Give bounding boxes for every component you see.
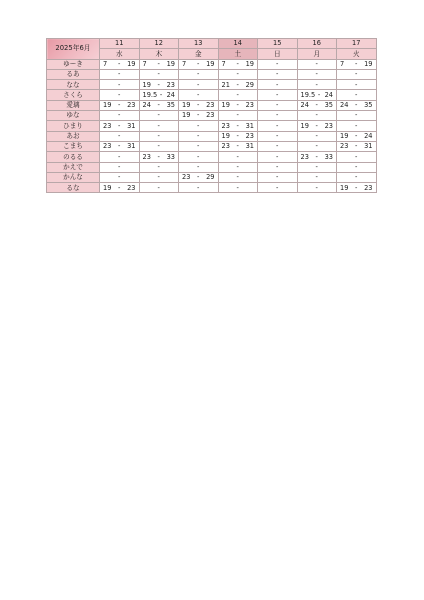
shift-end: 23 [127, 101, 136, 110]
shift-separator: - [315, 101, 318, 110]
shift-separator: - [118, 142, 121, 151]
table-row [47, 80, 377, 90]
shift-cell [337, 162, 377, 172]
shift-start: 23 [300, 152, 309, 161]
shift-cell [139, 69, 179, 79]
no-shift: - [157, 183, 160, 192]
no-shift: - [118, 173, 121, 182]
no-shift: - [315, 111, 318, 120]
shift-cell [337, 90, 377, 100]
staff-name: ゆーき [47, 59, 100, 69]
staff-name: こまち [47, 141, 100, 151]
no-shift: - [197, 162, 200, 171]
staff-name: るあ [47, 69, 100, 79]
shift-separator: - [236, 132, 239, 141]
no-shift: - [118, 70, 121, 79]
shift-cell [179, 152, 219, 162]
shift-separator: - [118, 183, 121, 192]
shift-cell [100, 59, 140, 69]
no-shift: - [197, 152, 200, 161]
no-shift: - [236, 183, 239, 192]
shift-cell [100, 162, 140, 172]
shift-start: 19 [103, 183, 112, 192]
shift-cell [100, 172, 140, 182]
no-shift: - [276, 101, 279, 110]
shift-start: 19 [103, 101, 112, 110]
no-shift: - [197, 80, 200, 89]
date-header: 13 [179, 39, 219, 49]
shift-start: 19 [142, 80, 151, 89]
shift-cell [258, 80, 298, 90]
shift-cell [258, 152, 298, 162]
weekday-header: 日 [258, 49, 298, 59]
shift-separator: - [317, 90, 321, 99]
no-shift: - [118, 80, 121, 89]
shift-cell [139, 59, 179, 69]
shift-separator: - [197, 173, 200, 182]
shift-cell [139, 172, 179, 182]
shift-start: 19 [221, 132, 230, 141]
no-shift: - [315, 142, 318, 151]
shift-end: 24 [324, 90, 333, 99]
no-shift: - [355, 70, 358, 79]
table-row [47, 121, 377, 131]
shift-start: 19 [300, 121, 309, 130]
shift-end: 31 [364, 142, 373, 151]
no-shift: - [276, 59, 279, 68]
shift-separator: - [355, 101, 358, 110]
shift-start: 23 [221, 142, 230, 151]
no-shift: - [118, 90, 121, 99]
shift-start: 21 [221, 80, 230, 89]
shift-cell [337, 183, 377, 193]
shift-start: 24 [300, 101, 309, 110]
no-shift: - [276, 90, 279, 99]
shift-cell [100, 100, 140, 110]
no-shift: - [276, 80, 279, 89]
shift-separator: - [236, 101, 239, 110]
shift-cell [179, 69, 219, 79]
no-shift: - [197, 132, 200, 141]
staff-name: るな [47, 183, 100, 193]
shift-cell [337, 69, 377, 79]
shift-cell [297, 172, 337, 182]
weekday-header: 金 [179, 49, 219, 59]
no-shift: - [157, 142, 160, 151]
no-shift: - [118, 152, 121, 161]
no-shift: - [355, 111, 358, 120]
no-shift: - [355, 162, 358, 171]
shift-end: 31 [245, 142, 254, 151]
shift-end: 23 [245, 101, 254, 110]
shift-separator: - [118, 59, 121, 68]
shift-end: 35 [324, 101, 333, 110]
table-row [47, 141, 377, 151]
staff-name: ゆな [47, 111, 100, 121]
header-row-dates [47, 39, 377, 49]
weekday-header: 水 [100, 49, 140, 59]
shift-rows [47, 59, 377, 193]
shift-cell [100, 131, 140, 141]
shift-end: 29 [245, 80, 254, 89]
shift-end: 23 [206, 101, 215, 110]
shift-cell [218, 172, 258, 182]
shift-cell [139, 90, 179, 100]
shift-cell [179, 90, 219, 100]
shift-start: 19.5 [300, 90, 316, 99]
no-shift: - [315, 59, 318, 68]
no-shift: - [276, 173, 279, 182]
shift-start: 7 [103, 59, 108, 68]
shift-end: 23 [127, 183, 136, 192]
date-header: 15 [258, 39, 298, 49]
shift-end: 19 [166, 59, 175, 68]
shift-cell [258, 90, 298, 100]
shift-separator: - [315, 152, 318, 161]
table-row [47, 152, 377, 162]
shift-cell [337, 152, 377, 162]
shift-cell [258, 69, 298, 79]
weekday-header: 木 [139, 49, 179, 59]
shift-separator: - [355, 142, 358, 151]
no-shift: - [157, 162, 160, 171]
shift-end: 29 [206, 173, 215, 182]
no-shift: - [315, 173, 318, 182]
staff-name: なな [47, 80, 100, 90]
no-shift: - [197, 142, 200, 151]
shift-cell [179, 80, 219, 90]
shift-separator: - [197, 59, 200, 68]
shift-cell [258, 121, 298, 131]
shift-cell [218, 162, 258, 172]
shift-end: 35 [166, 101, 175, 110]
shift-cell [179, 100, 219, 110]
table-row [47, 59, 377, 69]
shift-start: 24 [142, 101, 151, 110]
no-shift: - [197, 121, 200, 130]
shift-end: 23 [245, 132, 254, 141]
shift-start: 23 [103, 142, 112, 151]
shift-cell [139, 183, 179, 193]
shift-cell [179, 162, 219, 172]
no-shift: - [276, 121, 279, 130]
shift-separator: - [236, 80, 239, 89]
shift-end: 23 [364, 183, 373, 192]
shift-cell [218, 69, 258, 79]
shift-separator: - [118, 101, 121, 110]
shift-start: 19 [182, 101, 191, 110]
table-row [47, 69, 377, 79]
no-shift: - [118, 162, 121, 171]
shift-cell [139, 152, 179, 162]
no-shift: - [236, 111, 239, 120]
no-shift: - [276, 152, 279, 161]
shift-cell [297, 131, 337, 141]
shift-cell [139, 100, 179, 110]
shift-start: 19 [340, 183, 349, 192]
shift-end: 19 [206, 59, 215, 68]
no-shift: - [236, 90, 239, 99]
staff-name: かんな [47, 172, 100, 182]
no-shift: - [355, 173, 358, 182]
no-shift: - [236, 70, 239, 79]
no-shift: - [315, 162, 318, 171]
shift-cell [179, 172, 219, 182]
date-header: 16 [297, 39, 337, 49]
shift-separator: - [159, 90, 163, 99]
no-shift: - [315, 80, 318, 89]
shift-end: 24 [364, 132, 373, 141]
shift-cell [218, 131, 258, 141]
table-row [47, 90, 377, 100]
shift-start: 7 [142, 59, 147, 68]
shift-start: 23 [103, 121, 112, 130]
shift-end: 33 [324, 152, 333, 161]
shift-start: 19.5 [142, 90, 158, 99]
shift-cell [218, 80, 258, 90]
shift-separator: - [236, 121, 239, 130]
weekday-header: 月 [297, 49, 337, 59]
no-shift: - [276, 70, 279, 79]
shift-cell [337, 172, 377, 182]
shift-cell [337, 80, 377, 90]
shift-separator: - [157, 59, 160, 68]
shift-cell [218, 100, 258, 110]
shift-end: 19 [245, 59, 254, 68]
shift-start: 19 [221, 101, 230, 110]
shift-cell [139, 111, 179, 121]
shift-cell [297, 152, 337, 162]
staff-name: のるる [47, 152, 100, 162]
shift-cell [337, 141, 377, 151]
no-shift: - [355, 80, 358, 89]
table-row [47, 111, 377, 121]
shift-separator: - [157, 101, 160, 110]
shift-separator: - [355, 59, 358, 68]
no-shift: - [355, 152, 358, 161]
shift-separator: - [157, 152, 160, 161]
shift-separator: - [197, 101, 200, 110]
shift-cell [218, 152, 258, 162]
shift-end: 19 [364, 59, 373, 68]
no-shift: - [157, 121, 160, 130]
table-row [47, 131, 377, 141]
shift-cell [179, 59, 219, 69]
table-row [47, 162, 377, 172]
shift-end: 31 [127, 121, 136, 130]
no-shift: - [315, 70, 318, 79]
shift-cell [218, 121, 258, 131]
shift-start: 24 [340, 101, 349, 110]
shift-separator: - [315, 121, 318, 130]
shift-cell [179, 131, 219, 141]
shift-separator: - [118, 121, 121, 130]
month-label: 2025年6月 [47, 39, 100, 60]
no-shift: - [236, 152, 239, 161]
shift-cell [297, 59, 337, 69]
shift-start: 23 [142, 152, 151, 161]
shift-cell [100, 80, 140, 90]
date-header: 12 [139, 39, 179, 49]
shift-cell [179, 183, 219, 193]
shift-cell [100, 152, 140, 162]
shift-separator: - [236, 142, 239, 151]
no-shift: - [355, 90, 358, 99]
date-header: 11 [100, 39, 140, 49]
shift-separator: - [355, 132, 358, 141]
shift-cell [139, 162, 179, 172]
table-row [47, 172, 377, 182]
shift-cell [218, 183, 258, 193]
date-header: 17 [337, 39, 377, 49]
no-shift: - [276, 132, 279, 141]
shift-cell [100, 121, 140, 131]
shift-cell [337, 100, 377, 110]
shift-separator: - [355, 183, 358, 192]
shift-cell [100, 141, 140, 151]
shift-end: 23 [324, 121, 333, 130]
no-shift: - [276, 111, 279, 120]
shift-cell [100, 69, 140, 79]
shift-cell [258, 100, 298, 110]
shift-end: 35 [364, 101, 373, 110]
staff-name: さくら [47, 90, 100, 100]
shift-cell [218, 59, 258, 69]
shift-cell [100, 111, 140, 121]
shift-cell [337, 121, 377, 131]
shift-cell [337, 111, 377, 121]
no-shift: - [315, 183, 318, 192]
no-shift: - [157, 111, 160, 120]
shift-cell [258, 183, 298, 193]
no-shift: - [157, 70, 160, 79]
shift-start: 23 [182, 173, 191, 182]
shift-schedule-table [46, 38, 377, 193]
shift-cell [100, 90, 140, 100]
shift-cell [258, 162, 298, 172]
no-shift: - [276, 142, 279, 151]
shift-start: 7 [221, 59, 226, 68]
shift-cell [258, 172, 298, 182]
shift-cell [100, 183, 140, 193]
staff-name: かえで [47, 162, 100, 172]
shift-separator: - [197, 111, 200, 120]
shift-separator: - [236, 59, 239, 68]
no-shift: - [118, 111, 121, 120]
shift-start: 19 [182, 111, 191, 120]
shift-cell [179, 121, 219, 131]
no-shift: - [118, 132, 121, 141]
shift-end: 31 [127, 142, 136, 151]
shift-cell [297, 111, 337, 121]
shift-cell [258, 111, 298, 121]
no-shift: - [197, 90, 200, 99]
shift-cell [258, 59, 298, 69]
no-shift: - [276, 162, 279, 171]
shift-cell [297, 162, 337, 172]
shift-cell [297, 141, 337, 151]
shift-end: 23 [206, 111, 215, 120]
shift-cell [297, 183, 337, 193]
shift-cell [297, 90, 337, 100]
weekday-header: 火 [337, 49, 377, 59]
shift-cell [179, 111, 219, 121]
shift-start: 7 [182, 59, 187, 68]
no-shift: - [197, 183, 200, 192]
weekday-header: 土 [218, 49, 258, 59]
staff-name: ひまり [47, 121, 100, 131]
shift-cell [337, 59, 377, 69]
staff-name: あお [47, 131, 100, 141]
shift-cell [179, 141, 219, 151]
no-shift: - [236, 162, 239, 171]
shift-cell [218, 141, 258, 151]
shift-separator: - [157, 80, 160, 89]
no-shift: - [276, 183, 279, 192]
shift-end: 24 [166, 90, 175, 99]
shift-cell [297, 100, 337, 110]
no-shift: - [355, 121, 358, 130]
shift-start: 23 [340, 142, 349, 151]
shift-cell [139, 131, 179, 141]
shift-cell [139, 80, 179, 90]
no-shift: - [236, 173, 239, 182]
shift-end: 19 [127, 59, 136, 68]
shift-end: 31 [245, 121, 254, 130]
shift-end: 33 [166, 152, 175, 161]
shift-cell [139, 141, 179, 151]
shift-start: 19 [340, 132, 349, 141]
no-shift: - [315, 132, 318, 141]
shift-start: 23 [221, 121, 230, 130]
no-shift: - [157, 132, 160, 141]
shift-cell [258, 131, 298, 141]
no-shift: - [197, 70, 200, 79]
shift-end: 23 [166, 80, 175, 89]
shift-cell [258, 141, 298, 151]
shift-start: 7 [340, 59, 345, 68]
table-row [47, 183, 377, 193]
shift-cell [139, 121, 179, 131]
shift-cell [297, 69, 337, 79]
staff-name: 愛璃 [47, 100, 100, 110]
shift-cell [297, 121, 337, 131]
shift-cell [218, 90, 258, 100]
no-shift: - [157, 173, 160, 182]
shift-cell [337, 131, 377, 141]
shift-cell [218, 111, 258, 121]
shift-cell [297, 80, 337, 90]
date-header: 14 [218, 39, 258, 49]
table-row [47, 100, 377, 110]
